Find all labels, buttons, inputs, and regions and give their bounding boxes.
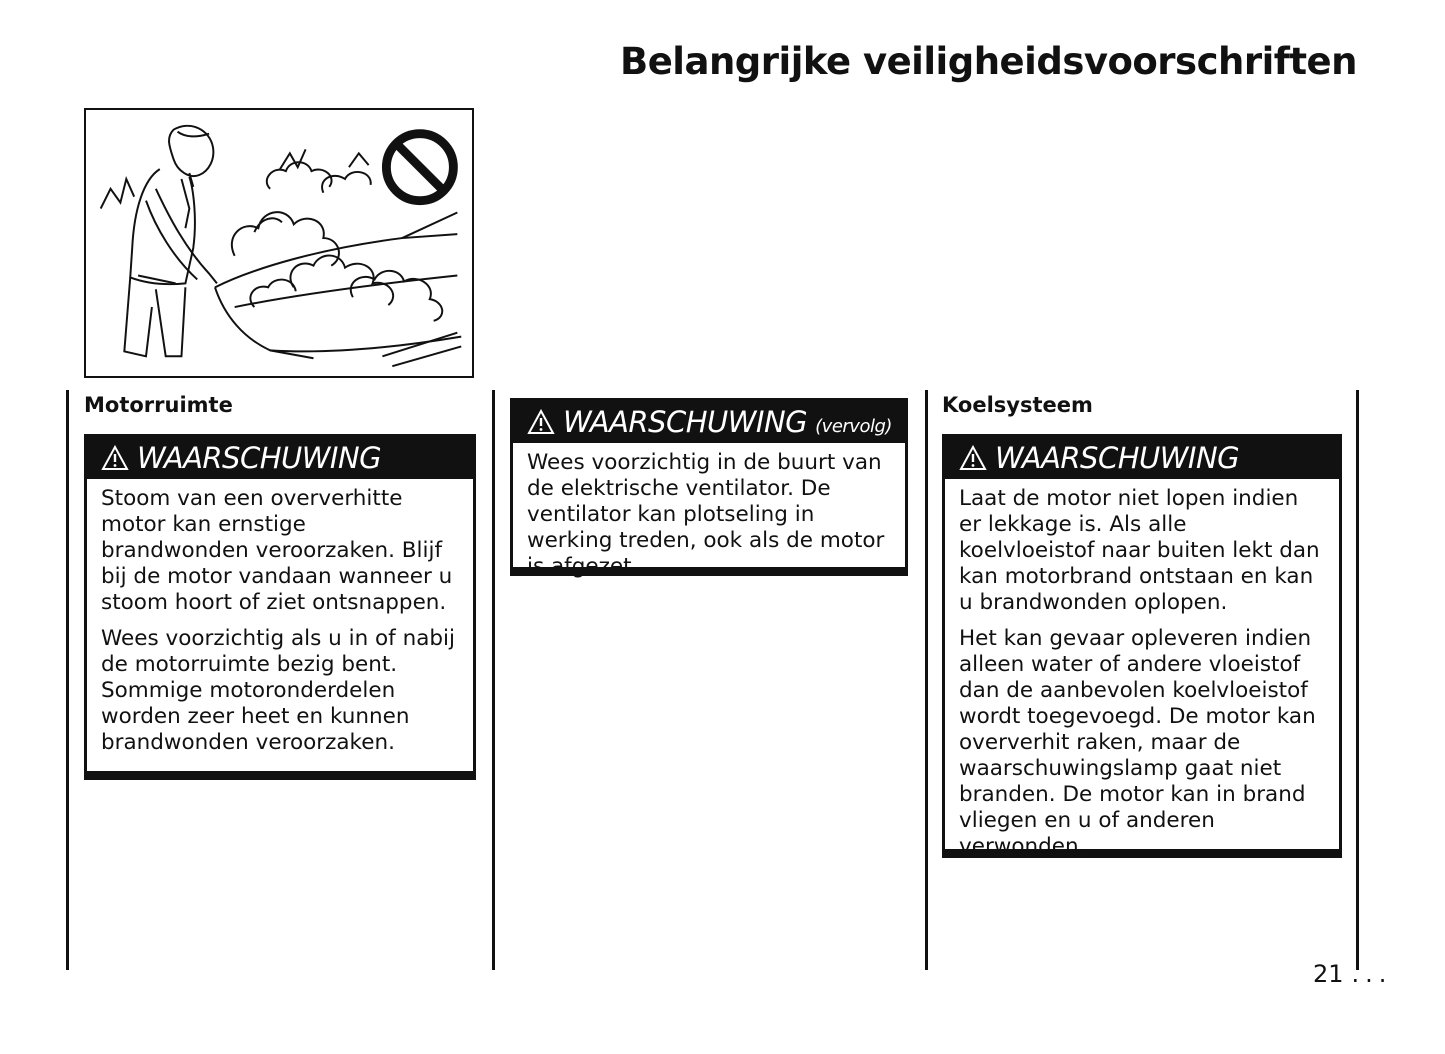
engine-steam-illustration [84, 108, 474, 378]
warning-header [945, 437, 1339, 479]
page-number [1313, 960, 1392, 988]
warning-box-cooling-system [942, 434, 1342, 858]
warning-paragraph: Het kan gevaar opleveren indien alleen water of andere vloeistof dan de aanbevolen koelvloeistof wordt toegevoegd. De motor kan oververhit raken, maar de waarschuwingslamp gaat niet branden. De motor kan in brand vliegen en u of anderen verwonden. [959, 626, 1316, 859]
column-divider [925, 390, 928, 970]
warning-body [945, 479, 1339, 870]
warning-box-engine-bay [84, 434, 476, 780]
warning-header [87, 437, 473, 479]
continuation-dots: ... [1351, 960, 1393, 988]
warning-box-fan-continued [510, 398, 908, 579]
warning-header [513, 401, 905, 443]
page-number-value: 21 [1313, 960, 1344, 988]
warning-body [513, 443, 905, 590]
person-figure-icon [124, 126, 217, 356]
warning-paragraph: Stoom van een oververhitte motor kan ernstige brandwonden veroorzaken. Blijf bij de motor vandaan wanneer u stoom hoort of ziet ontsnappen. [101, 486, 453, 615]
prohibition-sign-icon [386, 134, 453, 201]
section-heading-cooling-system: Koelsysteem [942, 393, 1093, 417]
warning-triangle-icon [101, 445, 129, 471]
warning-continued-label: (vervolg) [815, 415, 892, 437]
column-divider-left [66, 390, 69, 970]
column-divider-right [1356, 390, 1359, 970]
warning-label: WAARSCHUWING [995, 441, 1240, 475]
column-divider [492, 390, 495, 970]
warning-paragraph: Laat de motor niet lopen indien er lekkage is. Als alle koelvloeistof naar buiten lekt dan kan motorbrand ontstaan en kan u brandwonden oplopen. [959, 486, 1320, 615]
warning-label: WAARSCHUWING [563, 405, 808, 439]
warning-paragraph: Wees voorzichtig als u in of nabij de motorruimte bezig bent. Sommige motoronderdelen worden zeer heet en kunnen brandwonden veroorzaken. [101, 626, 455, 755]
warning-paragraph: Wees voorzichtig in de buurt van de elektrische ventilator. De ventilator kan plotseling in werking treden, ook als de motor is afgezet. [527, 450, 885, 579]
warning-triangle-icon [527, 409, 555, 435]
warning-label: WAARSCHUWING [137, 441, 382, 475]
warning-triangle-icon [959, 445, 987, 471]
car-hood-icon [215, 212, 461, 366]
warning-body [87, 479, 473, 766]
section-heading-engine-bay: Motorruimte [84, 393, 233, 417]
page-title: Belangrijke veiligheidsvoorschriften [620, 40, 1357, 83]
